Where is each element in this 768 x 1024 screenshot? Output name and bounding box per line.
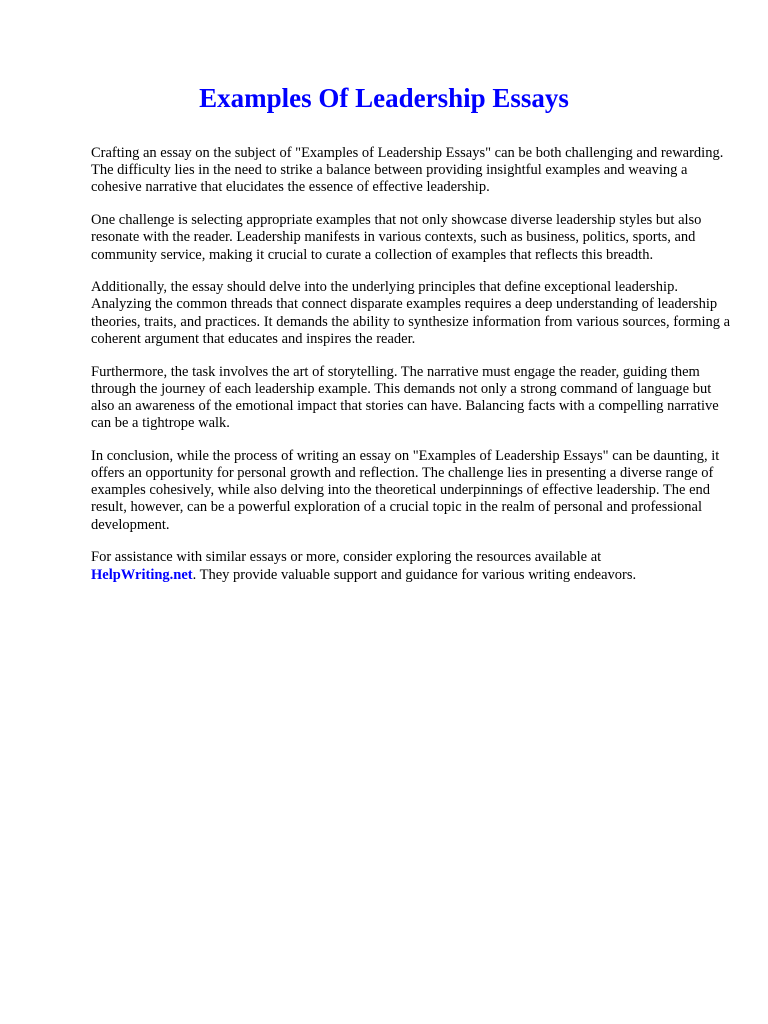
paragraph-storytelling: Furthermore, the task involves the art of storytelling. The narrative must engage the reader, guiding them through the journey of each leadership example. This demands not only a strong command of language but also an awareness of the emotional impact that stories can have. Balancing facts with a compelling narrative can be a tightrope walk. bbox=[91, 363, 719, 432]
document-title: Examples Of Leadership Essays bbox=[199, 83, 569, 113]
paragraph-conclusion: In conclusion, while the process of writing an essay on "Examples of Leadership Essays" can be daunting, it offers an opportunity for personal growth and reflection. The challenge lies in presenting a diverse range of examples cohesively, while also delving into the theoretical underpinnings of effective leadership. The end result, however, can be a powerful exploration of a crucial topic in the realm of personal and professional development. bbox=[91, 447, 720, 533]
closing-text-after: . They provide valuable support and guidance for various writing endeavors. bbox=[192, 566, 637, 583]
paragraph-intro: Crafting an essay on the subject of "Examples of Leadership Essays" can be both challenging and rewarding. The difficulty lies in the need to strike a balance between providing insightful examples and weaving a cohesive narrative that elucidates the essence of effective leadership. bbox=[91, 145, 724, 196]
closing-text-before: For assistance with similar essays or more, consider exploring the resources available at bbox=[91, 549, 602, 566]
paragraph-closing bbox=[91, 549, 731, 583]
paragraph-challenge: One challenge is selecting appropriate examples that not only showcase diverse leadership styles but also resonate with the reader. Leadership manifests in various contexts, such as business, politics, sports, and community service, making it crucial to curate a collection of examples that reflects this breadth. bbox=[91, 212, 702, 263]
paragraph-principles: Additionally, the essay should delve into the underlying principles that define exceptional leadership. Analyzing the common threads that connect disparate examples requires a deep understanding of leadership theories, traits, and practices. It demands the ability to synthesize information from various sources, forming a coherent argument that educates and inspires the reader. bbox=[91, 279, 731, 347]
document-body bbox=[91, 145, 731, 599]
helpwriting-link[interactable]: HelpWriting.net bbox=[91, 566, 193, 583]
